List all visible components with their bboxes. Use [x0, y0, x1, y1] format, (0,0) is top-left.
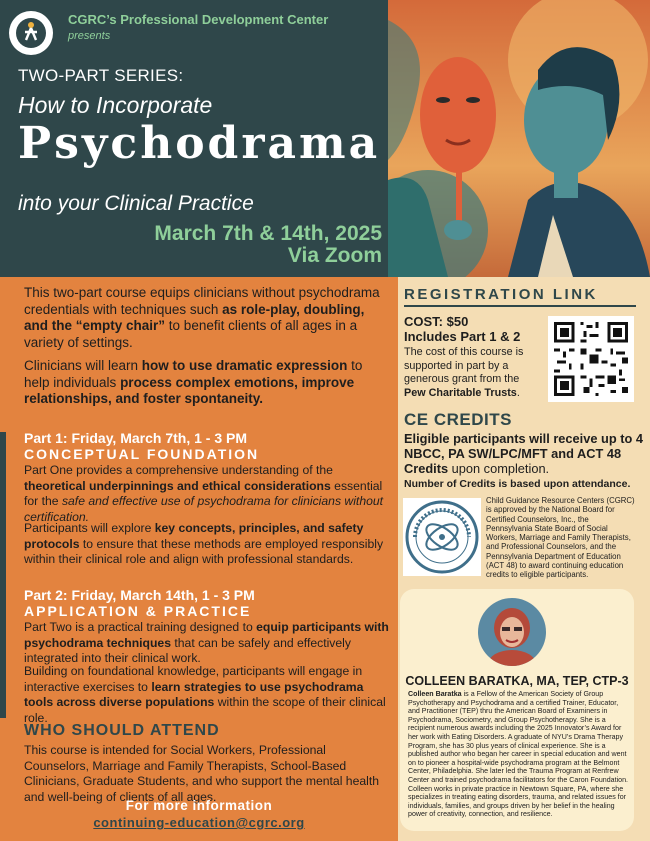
part1-paragraph-2: Participants will explore key concepts, principles, and safety protocols to ensure that these methods are employed responsibly within their clinical role and align with professional standards. — [24, 521, 384, 566]
presenter-photo — [478, 598, 546, 666]
title-line-1: How to Incorporate — [18, 92, 213, 118]
header-illustration — [388, 0, 650, 277]
part2-subheading: APPLICATION & PRACTICE — [24, 603, 252, 619]
left-accent-bar — [0, 432, 6, 718]
part2-paragraph-2: Building on foundational knowledge, participants will engage in interactive exercises to learn strategies to use psychodrama tools across diverse populations within the scope of their clinical role. — [24, 664, 386, 725]
who-should-attend-heading: WHO SHOULD ATTEND — [24, 722, 220, 739]
ce-credits-body: Eligible participants will receive up to 4 NBCC, PA SW/LPC/MFT and ACT 48 Credits upon completion. — [404, 431, 643, 476]
part1-heading: Part 1: Friday, March 7th, 1 - 3 PM — [24, 430, 248, 446]
event-venue: Via Zoom — [287, 244, 382, 267]
contact-email-link[interactable]: continuing-education@cgrc.org — [93, 815, 305, 830]
part2-paragraph-1: Part Two is a practical training designed to equip participants with psychodrama techniques that can be safely and effectively integrated into their clinical work. — [24, 620, 389, 665]
ce-approval-statement: Child Guidance Resource Centers (CGRC) is approved by the National Board for Certified Counselors, Inc., the Pennsylvania State Board of Social Workers, Marriage and Family Therapists, and Professional Counselors, and the Pennsylvania Department of Education (ACT 48) to award continuing education credits to eligible participants. — [486, 496, 635, 580]
presenter-bio: Colleen Baratka is a Fellow of the American Society of Group Psychotherapy and Psychodrama and a certified Trainer, Educator, and Practitioner (TEP) thru the American Board of Examiners in Psychodrama, Sociometry, and Group Psychotherapy. She is a recipient numerous awards including the 2025 Innovator’s Award for her work with Eating Disorders. A graduate of NYU’s Drama Therapy Program, she has 30 plus years of clinical experience. She is a published author who began her career in special education and went on to pioneer a hospital-wide psychodrama program at the Belmont Center, Philadelphia. She later led the Trauma Program at Renfrew Center and trained psychodrama facilitators for the Caron Foundation. Colleen works in private practice in Newtown Square, PA, where she specializes in treating eating disorders, trauma, and related issues for individuals, families, and groups driven by her belief in the healing power of creativity, connection, and resilience. — [408, 690, 629, 819]
part1-paragraph-1: Part One provides a comprehensive understanding of the theoretical underpinnings and ethical considerations essential for the safe and effective use of psychodrama for clinicians without certification. — [24, 463, 384, 524]
part1-subheading: CONCEPTUAL FOUNDATION — [24, 446, 260, 462]
title-line-3: into your Clinical Practice — [18, 192, 254, 215]
intro-paragraph-2: Clinicians will learn how to use dramatic expression to help individuals process complex emotions, improve relationships, and foster spontaneity. — [24, 358, 363, 406]
cgrc-logo — [8, 10, 54, 56]
presenter-name: COLLEEN BARATKA, MA, TEP, CTP-3 — [405, 674, 629, 688]
event-dates: March 7th & 14th, 2025 — [154, 222, 382, 245]
presents-label: presents — [68, 30, 111, 42]
cost-info: COST: $50 Includes Part 1 & 2 — [404, 314, 521, 344]
more-info-label: For more information — [125, 798, 273, 813]
title-main: Psychodrama — [18, 118, 381, 169]
who-should-attend-text: This course is intended for Social Workers, Professional Counselors, Marriage and Family Therapists, School-Based Clinicians, Graduate Students, and who support the mental health and well-being of clients of all ages. — [24, 743, 380, 804]
registration-link-heading[interactable]: REGISTRATION LINK — [404, 286, 636, 307]
org-name: CGRC’s Professional Development Center — [68, 12, 329, 27]
registration-qr-code[interactable] — [548, 316, 634, 402]
ce-attendance-note: Number of Credits is based upon attendance. — [404, 478, 631, 490]
series-label: TWO-PART SERIES: — [18, 66, 184, 85]
cost-note: The cost of this course is supported in part by a generous grant from the Pew Charitable Trusts. — [404, 346, 524, 399]
intro-paragraph-1: This two-part course equips clinicians without psychodrama credentials with techniques such as role-play, doubling, and the “empty chair” to benefit clients of all ages in a variety of settings. — [24, 285, 380, 350]
ce-credits-heading: CE CREDITS — [404, 410, 512, 429]
nbcc-seal — [403, 498, 481, 576]
part2-heading: Part 2: Friday, March 14th, 1 - 3 PM — [24, 587, 255, 603]
